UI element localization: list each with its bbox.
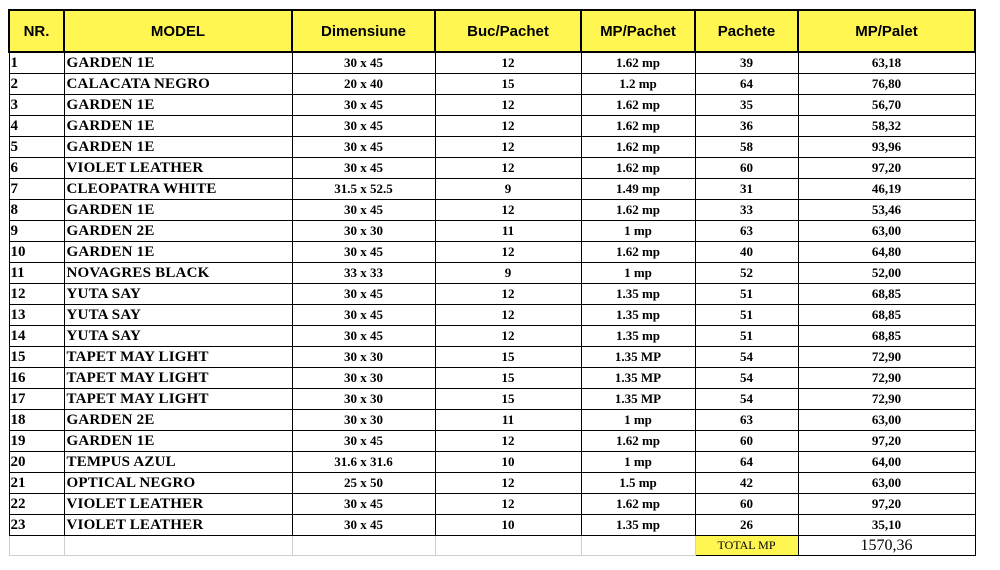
- cell-dimensiune: 30 x 45: [292, 137, 435, 158]
- table-row: [9, 368, 975, 389]
- cell-mp-pachet: 1 mp: [581, 221, 695, 242]
- cell-nr: 13: [9, 305, 64, 326]
- cell-nr: 18: [9, 410, 64, 431]
- table-row: [9, 515, 975, 536]
- table-row: [9, 158, 975, 179]
- cell-dimensiune: 30 x 45: [292, 158, 435, 179]
- cell-buc-pachet: 12: [435, 494, 581, 515]
- cell-dimensiune: 30 x 45: [292, 326, 435, 347]
- cell-buc-pachet: 15: [435, 368, 581, 389]
- cell-mp-pachet: 1.62 mp: [581, 242, 695, 263]
- cell-dimensiune: 30 x 30: [292, 347, 435, 368]
- table-row: [9, 263, 975, 284]
- cell-pachete: 52: [695, 263, 798, 284]
- cell-nr: 8: [9, 200, 64, 221]
- cell-mp-pachet: 1.35 mp: [581, 284, 695, 305]
- cell-mp-palet: 72,90: [798, 347, 975, 368]
- cell-pachete: 51: [695, 305, 798, 326]
- cell-mp-palet: 76,80: [798, 74, 975, 95]
- cell-mp-palet: 35,10: [798, 515, 975, 536]
- cell-pachete: 63: [695, 410, 798, 431]
- cell-pachete: 60: [695, 431, 798, 452]
- cell-mp-pachet: 1 mp: [581, 263, 695, 284]
- cell-model: GARDEN 1E: [64, 52, 292, 74]
- cell-nr: 19: [9, 431, 64, 452]
- cell-mp-pachet: 1.62 mp: [581, 116, 695, 137]
- cell-model: YUTA SAY: [64, 284, 292, 305]
- cell-dimensiune: 30 x 45: [292, 284, 435, 305]
- cell-mp-pachet: 1.62 mp: [581, 52, 695, 74]
- cell-model: GARDEN 1E: [64, 242, 292, 263]
- cell-buc-pachet: 12: [435, 52, 581, 74]
- cell-nr: 23: [9, 515, 64, 536]
- cell-dimensiune: 31.5 x 52.5: [292, 179, 435, 200]
- cell-model: TAPET MAY LIGHT: [64, 389, 292, 410]
- table-row: [9, 116, 975, 137]
- table-row: [9, 137, 975, 158]
- cell-dimensiune: 30 x 45: [292, 242, 435, 263]
- cell-dimensiune: 25 x 50: [292, 473, 435, 494]
- cell-mp-palet: 63,00: [798, 221, 975, 242]
- cell-mp-palet: 58,32: [798, 116, 975, 137]
- cell-model: YUTA SAY: [64, 305, 292, 326]
- cell-nr: 3: [9, 95, 64, 116]
- cell-dimensiune: 30 x 45: [292, 116, 435, 137]
- cell-buc-pachet: 11: [435, 410, 581, 431]
- header-dimensiune: Dimensiune: [292, 10, 435, 52]
- cell-mp-pachet: 1 mp: [581, 410, 695, 431]
- cell-pachete: 58: [695, 137, 798, 158]
- cell-dimensiune: 30 x 45: [292, 200, 435, 221]
- cell-pachete: 40: [695, 242, 798, 263]
- cell-nr: 21: [9, 473, 64, 494]
- cell-model: TAPET MAY LIGHT: [64, 347, 292, 368]
- empty-cell: [64, 536, 292, 556]
- table-row: [9, 452, 975, 473]
- cell-buc-pachet: 12: [435, 284, 581, 305]
- cell-mp-palet: 53,46: [798, 200, 975, 221]
- cell-model: GARDEN 1E: [64, 116, 292, 137]
- table-row: [9, 200, 975, 221]
- cell-mp-pachet: 1.62 mp: [581, 158, 695, 179]
- cell-mp-palet: 97,20: [798, 158, 975, 179]
- cell-nr: 7: [9, 179, 64, 200]
- cell-model: GARDEN 2E: [64, 221, 292, 242]
- header-buc-pachet: Buc/Pachet: [435, 10, 581, 52]
- table-row: [9, 179, 975, 200]
- table-row: [9, 284, 975, 305]
- cell-buc-pachet: 12: [435, 137, 581, 158]
- table-row: [9, 242, 975, 263]
- cell-model: YUTA SAY: [64, 326, 292, 347]
- cell-dimensiune: 30 x 45: [292, 494, 435, 515]
- cell-mp-pachet: 1.35 mp: [581, 305, 695, 326]
- cell-pachete: 35: [695, 95, 798, 116]
- cell-buc-pachet: 15: [435, 347, 581, 368]
- cell-dimensiune: 30 x 45: [292, 515, 435, 536]
- cell-mp-pachet: 1.35 MP: [581, 389, 695, 410]
- cell-mp-pachet: 1.49 mp: [581, 179, 695, 200]
- header-mp-pachet: MP/Pachet: [581, 10, 695, 52]
- cell-mp-palet: 68,85: [798, 326, 975, 347]
- cell-model: GARDEN 2E: [64, 410, 292, 431]
- cell-dimensiune: 30 x 45: [292, 52, 435, 74]
- cell-mp-pachet: 1.35 mp: [581, 326, 695, 347]
- table-body: [9, 52, 975, 536]
- empty-cell: [435, 536, 581, 556]
- cell-mp-pachet: 1 mp: [581, 452, 695, 473]
- cell-mp-palet: 52,00: [798, 263, 975, 284]
- cell-buc-pachet: 12: [435, 326, 581, 347]
- cell-model: TAPET MAY LIGHT: [64, 368, 292, 389]
- cell-pachete: 60: [695, 494, 798, 515]
- pallet-table: [8, 9, 976, 556]
- total-row: [9, 536, 975, 556]
- cell-model: CALACATA NEGRO: [64, 74, 292, 95]
- cell-mp-pachet: 1.62 mp: [581, 95, 695, 116]
- cell-buc-pachet: 15: [435, 74, 581, 95]
- table-row: [9, 347, 975, 368]
- cell-pachete: 64: [695, 74, 798, 95]
- cell-dimensiune: 20 x 40: [292, 74, 435, 95]
- cell-nr: 20: [9, 452, 64, 473]
- cell-nr: 10: [9, 242, 64, 263]
- cell-dimensiune: 30 x 30: [292, 221, 435, 242]
- table-row: [9, 431, 975, 452]
- cell-nr: 6: [9, 158, 64, 179]
- cell-pachete: 36: [695, 116, 798, 137]
- cell-model: VIOLET LEATHER: [64, 515, 292, 536]
- cell-mp-pachet: 1.35 MP: [581, 347, 695, 368]
- empty-cell: [581, 536, 695, 556]
- cell-buc-pachet: 9: [435, 263, 581, 284]
- cell-mp-palet: 68,85: [798, 305, 975, 326]
- cell-dimensiune: 31.6 x 31.6: [292, 452, 435, 473]
- cell-buc-pachet: 11: [435, 221, 581, 242]
- cell-nr: 17: [9, 389, 64, 410]
- table-row: [9, 221, 975, 242]
- cell-buc-pachet: 12: [435, 242, 581, 263]
- cell-dimensiune: 30 x 30: [292, 410, 435, 431]
- cell-nr: 22: [9, 494, 64, 515]
- cell-pachete: 63: [695, 221, 798, 242]
- cell-mp-palet: 46,19: [798, 179, 975, 200]
- cell-dimensiune: 30 x 45: [292, 431, 435, 452]
- table-row: [9, 410, 975, 431]
- cell-buc-pachet: 12: [435, 116, 581, 137]
- cell-pachete: 51: [695, 326, 798, 347]
- cell-nr: 5: [9, 137, 64, 158]
- cell-buc-pachet: 10: [435, 452, 581, 473]
- cell-mp-pachet: 1.62 mp: [581, 137, 695, 158]
- cell-nr: 4: [9, 116, 64, 137]
- cell-mp-pachet: 1.5 mp: [581, 473, 695, 494]
- cell-pachete: 26: [695, 515, 798, 536]
- cell-pachete: 64: [695, 452, 798, 473]
- cell-model: VIOLET LEATHER: [64, 158, 292, 179]
- cell-buc-pachet: 12: [435, 158, 581, 179]
- empty-cell: [9, 536, 64, 556]
- cell-model: GARDEN 1E: [64, 95, 292, 116]
- cell-model: TEMPUS AZUL: [64, 452, 292, 473]
- cell-mp-palet: 97,20: [798, 431, 975, 452]
- cell-mp-palet: 64,80: [798, 242, 975, 263]
- cell-pachete: 54: [695, 368, 798, 389]
- table-row: [9, 473, 975, 494]
- spreadsheet: [8, 9, 974, 556]
- cell-mp-palet: 93,96: [798, 137, 975, 158]
- cell-mp-palet: 64,00: [798, 452, 975, 473]
- table-row: [9, 95, 975, 116]
- cell-pachete: 42: [695, 473, 798, 494]
- table-row: [9, 494, 975, 515]
- table-row: [9, 305, 975, 326]
- table-row: [9, 389, 975, 410]
- cell-pachete: 60: [695, 158, 798, 179]
- cell-model: GARDEN 1E: [64, 200, 292, 221]
- cell-nr: 15: [9, 347, 64, 368]
- cell-mp-palet: 56,70: [798, 95, 975, 116]
- cell-pachete: 31: [695, 179, 798, 200]
- cell-nr: 12: [9, 284, 64, 305]
- cell-nr: 11: [9, 263, 64, 284]
- cell-buc-pachet: 9: [435, 179, 581, 200]
- table-row: [9, 52, 975, 74]
- cell-mp-palet: 63,18: [798, 52, 975, 74]
- cell-nr: 2: [9, 74, 64, 95]
- cell-model: GARDEN 1E: [64, 137, 292, 158]
- cell-dimensiune: 30 x 45: [292, 95, 435, 116]
- cell-model: GARDEN 1E: [64, 431, 292, 452]
- cell-buc-pachet: 15: [435, 389, 581, 410]
- cell-nr: 9: [9, 221, 64, 242]
- cell-dimensiune: 30 x 30: [292, 368, 435, 389]
- cell-buc-pachet: 12: [435, 305, 581, 326]
- cell-nr: 14: [9, 326, 64, 347]
- header-pachete: Pachete: [695, 10, 798, 52]
- cell-mp-palet: 63,00: [798, 473, 975, 494]
- cell-mp-palet: 63,00: [798, 410, 975, 431]
- cell-buc-pachet: 12: [435, 431, 581, 452]
- header-mp-palet: MP/Palet: [798, 10, 975, 52]
- cell-buc-pachet: 12: [435, 473, 581, 494]
- total-label: TOTAL MP: [695, 536, 798, 556]
- total-value: 1570,36: [798, 536, 975, 556]
- cell-model: CLEOPATRA WHITE: [64, 179, 292, 200]
- header-model: MODEL: [64, 10, 292, 52]
- cell-buc-pachet: 12: [435, 200, 581, 221]
- cell-pachete: 54: [695, 347, 798, 368]
- cell-mp-palet: 72,90: [798, 368, 975, 389]
- cell-buc-pachet: 10: [435, 515, 581, 536]
- header-nr: NR.: [9, 10, 64, 52]
- empty-cell: [292, 536, 435, 556]
- cell-mp-palet: 72,90: [798, 389, 975, 410]
- cell-mp-pachet: 1.62 mp: [581, 431, 695, 452]
- cell-nr: 1: [9, 52, 64, 74]
- cell-pachete: 54: [695, 389, 798, 410]
- cell-mp-pachet: 1.2 mp: [581, 74, 695, 95]
- cell-dimensiune: 30 x 30: [292, 389, 435, 410]
- table-row: [9, 74, 975, 95]
- table-row: [9, 326, 975, 347]
- cell-model: NOVAGRES BLACK: [64, 263, 292, 284]
- cell-dimensiune: 33 x 33: [292, 263, 435, 284]
- cell-model: VIOLET LEATHER: [64, 494, 292, 515]
- table-header: [9, 10, 975, 52]
- cell-pachete: 51: [695, 284, 798, 305]
- cell-mp-palet: 68,85: [798, 284, 975, 305]
- cell-mp-pachet: 1.62 mp: [581, 494, 695, 515]
- cell-model: OPTICAL NEGRO: [64, 473, 292, 494]
- cell-pachete: 39: [695, 52, 798, 74]
- cell-mp-pachet: 1.35 mp: [581, 515, 695, 536]
- cell-mp-pachet: 1.35 MP: [581, 368, 695, 389]
- cell-nr: 16: [9, 368, 64, 389]
- cell-mp-pachet: 1.62 mp: [581, 200, 695, 221]
- cell-mp-palet: 97,20: [798, 494, 975, 515]
- cell-buc-pachet: 12: [435, 95, 581, 116]
- cell-pachete: 33: [695, 200, 798, 221]
- cell-dimensiune: 30 x 45: [292, 305, 435, 326]
